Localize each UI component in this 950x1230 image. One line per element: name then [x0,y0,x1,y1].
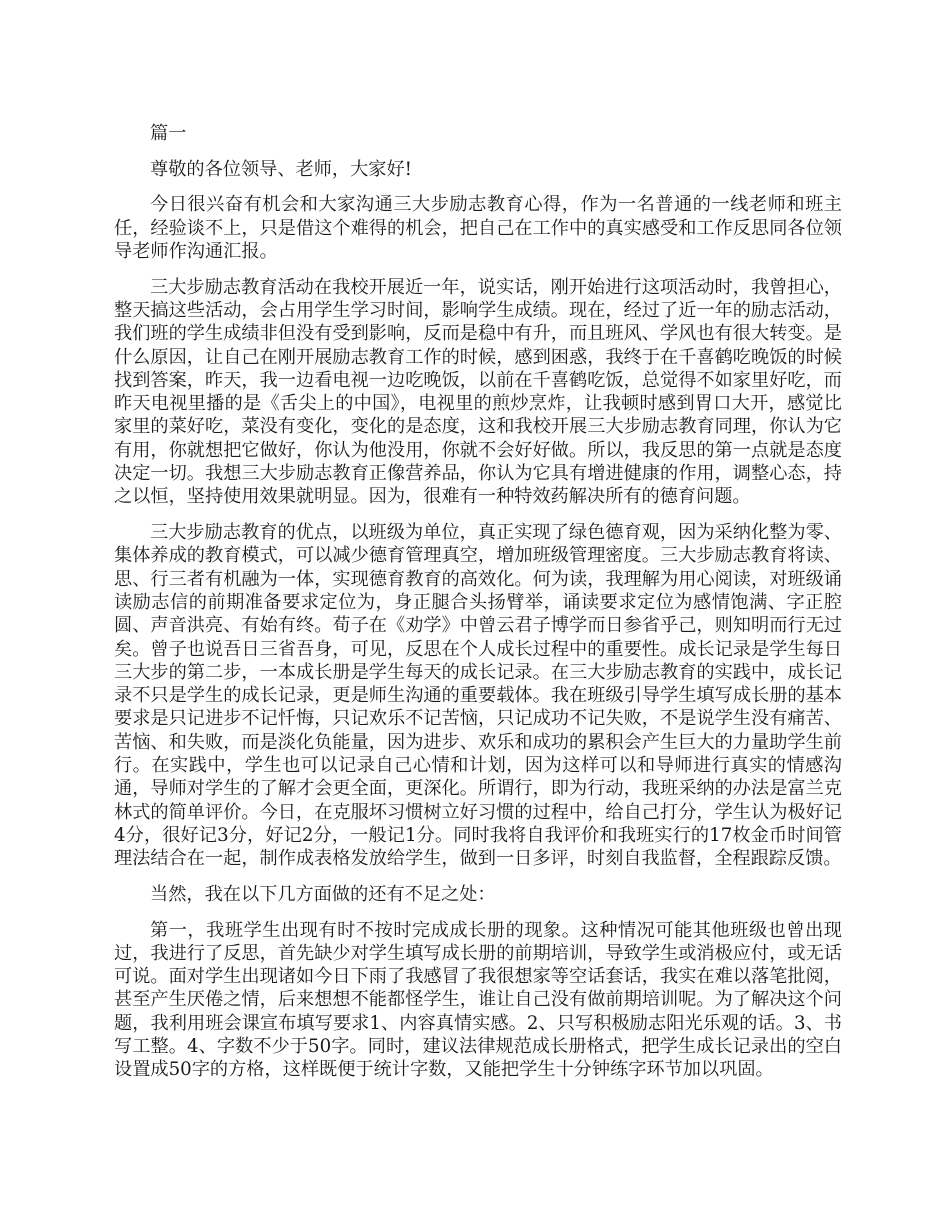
paragraph-advantages: 三大步励志教育的优点，以班级为单位，真正实现了绿色德育观，因为采纳化整为零、集体养成的教育模式，可以减少德育管理真空，增加班级管理密度。三大步励志教育将读、思、行三者有机融为一体，实现德育教育的高效化。何为读，我理解为用心阅读，对班级诵读励志信的前期准备要求定位为，身正腿合头扬臂举，诵读要求定位为感情饱满、字正腔圆、声音洪亮、有始有终。荀子在《劝学》中曾云君子博学而日参省乎己，则知明而行无过矣。曾子也说吾日三省吾身，可见，反思在个人成长过程中的重要性。成长记录是学生每日三大步的第二步，一本成长册是学生每天的成长记录。在三大步励志教育的实践中，成长记录不只是学生的成长记录，更是师生沟通的重要载体。我在班级引导学生填写成长册的基本要求是只记进步不记忏悔，只记欢乐不记苦恼，只记成功不记失败，不是说学生没有痛苦、苦恼、和失败，而是淡化负能量，因为进步、欢乐和成功的累积会产生巨大的力量助学生前行。在实践中，学生也可以记录自己心情和计划，因为这样可以和导师进行真实的情感沟通，导师对学生的了解才会更全面，更深化。所谓行，即为行动，我班采纳的办法是富兰克林式的简单评价。今日，在克服坏习惯树立好习惯的过程中，给自己打分，学生认为极好记4分，很好记3分，好记2分，一般记1分。同时我将自我评价和我班实行的17枚金币时间管理法结合在一起，制作成表格发放给学生，做到一日多评，时刻自我监督，全程跟踪反馈。 [114,522,842,870]
paragraph-attitude: 三大步励志教育活动在我校开展近一年，说实话，刚开始进行这项活动时，我曾担心，整天搞这些活动，会占用学生学习时间，影响学生成绩。现在，经过了近一年的励志活动，我们班的学生成绩非但没有受到影响，反而是稳中有升，而且班风、学风也有很大转变。是什么原因，让自己在刚开展励志教育工作的时候，感到困惑，我终于在千喜鹤吃晚饭的时候找到答案，昨天，我一边看电视一边吃晚饭，以前在千喜鹤吃饭，总觉得不如家里好吃，而昨天电视里播的是《舌尖上的中国》，电视里的煎炒烹炸，让我顿时感到胃口大开，感觉比家里的菜好吃，菜没有变化，变化的是态度，这和我校开展三大步励志教育同理，你认为它有用，你就想把它做好，你认为他没用，你就不会好好做。所以，我反思的第一点就是态度决定一切。我想三大步励志教育正像营养品，你认为它具有增进健康的作用，调整心态，持之以恒，坚持使用效果就明显。因为，很难有一种特效药解决所有的德育问题。 [114,276,842,508]
paragraph-intro: 今日很兴奋有机会和大家沟通三大步励志教育心得，作为一名普通的一线老师和班主任，经验谈不上，只是借这个难得的机会，把自己在工作中的真实感受和工作反思同各位领导老师作沟通汇报。 [114,194,842,262]
paragraph-shortcoming-first: 第一，我班学生出现有时不按时完成成长册的现象。这种情况可能其他班级也曾出现过，我进行了反思，首先缺少对学生填写成长册的前期培训，导致学生或消极应付，或无话可说。面对学生出现诸如今日下雨了我感冒了我很想家等空话套话，我实在难以落笔批阅，甚至产生厌倦之情，后来想想不能都怪学生，谁让自己没有做前期培训呢。为了解决这个问题，我利用班会课宣布填写要求1、内容真情实感。2、只写积极励志阳光乐观的话。3、书写工整。4、字数不少于50字。同时，建议法律规范成长册格式，把学生成长记录出的空白设置成50字的方格，这样既便于统计字数，又能把学生十分钟练字环节加以巩固。 [114,919,842,1081]
document-body [114,122,842,1094]
paragraph-shortcomings-intro: 当然，我在以下几方面做的还有不足之处： [150,883,496,905]
section-title: 篇一 [150,123,187,144]
salutation: 尊敬的各位领导、老师，大家好! [150,158,412,180]
